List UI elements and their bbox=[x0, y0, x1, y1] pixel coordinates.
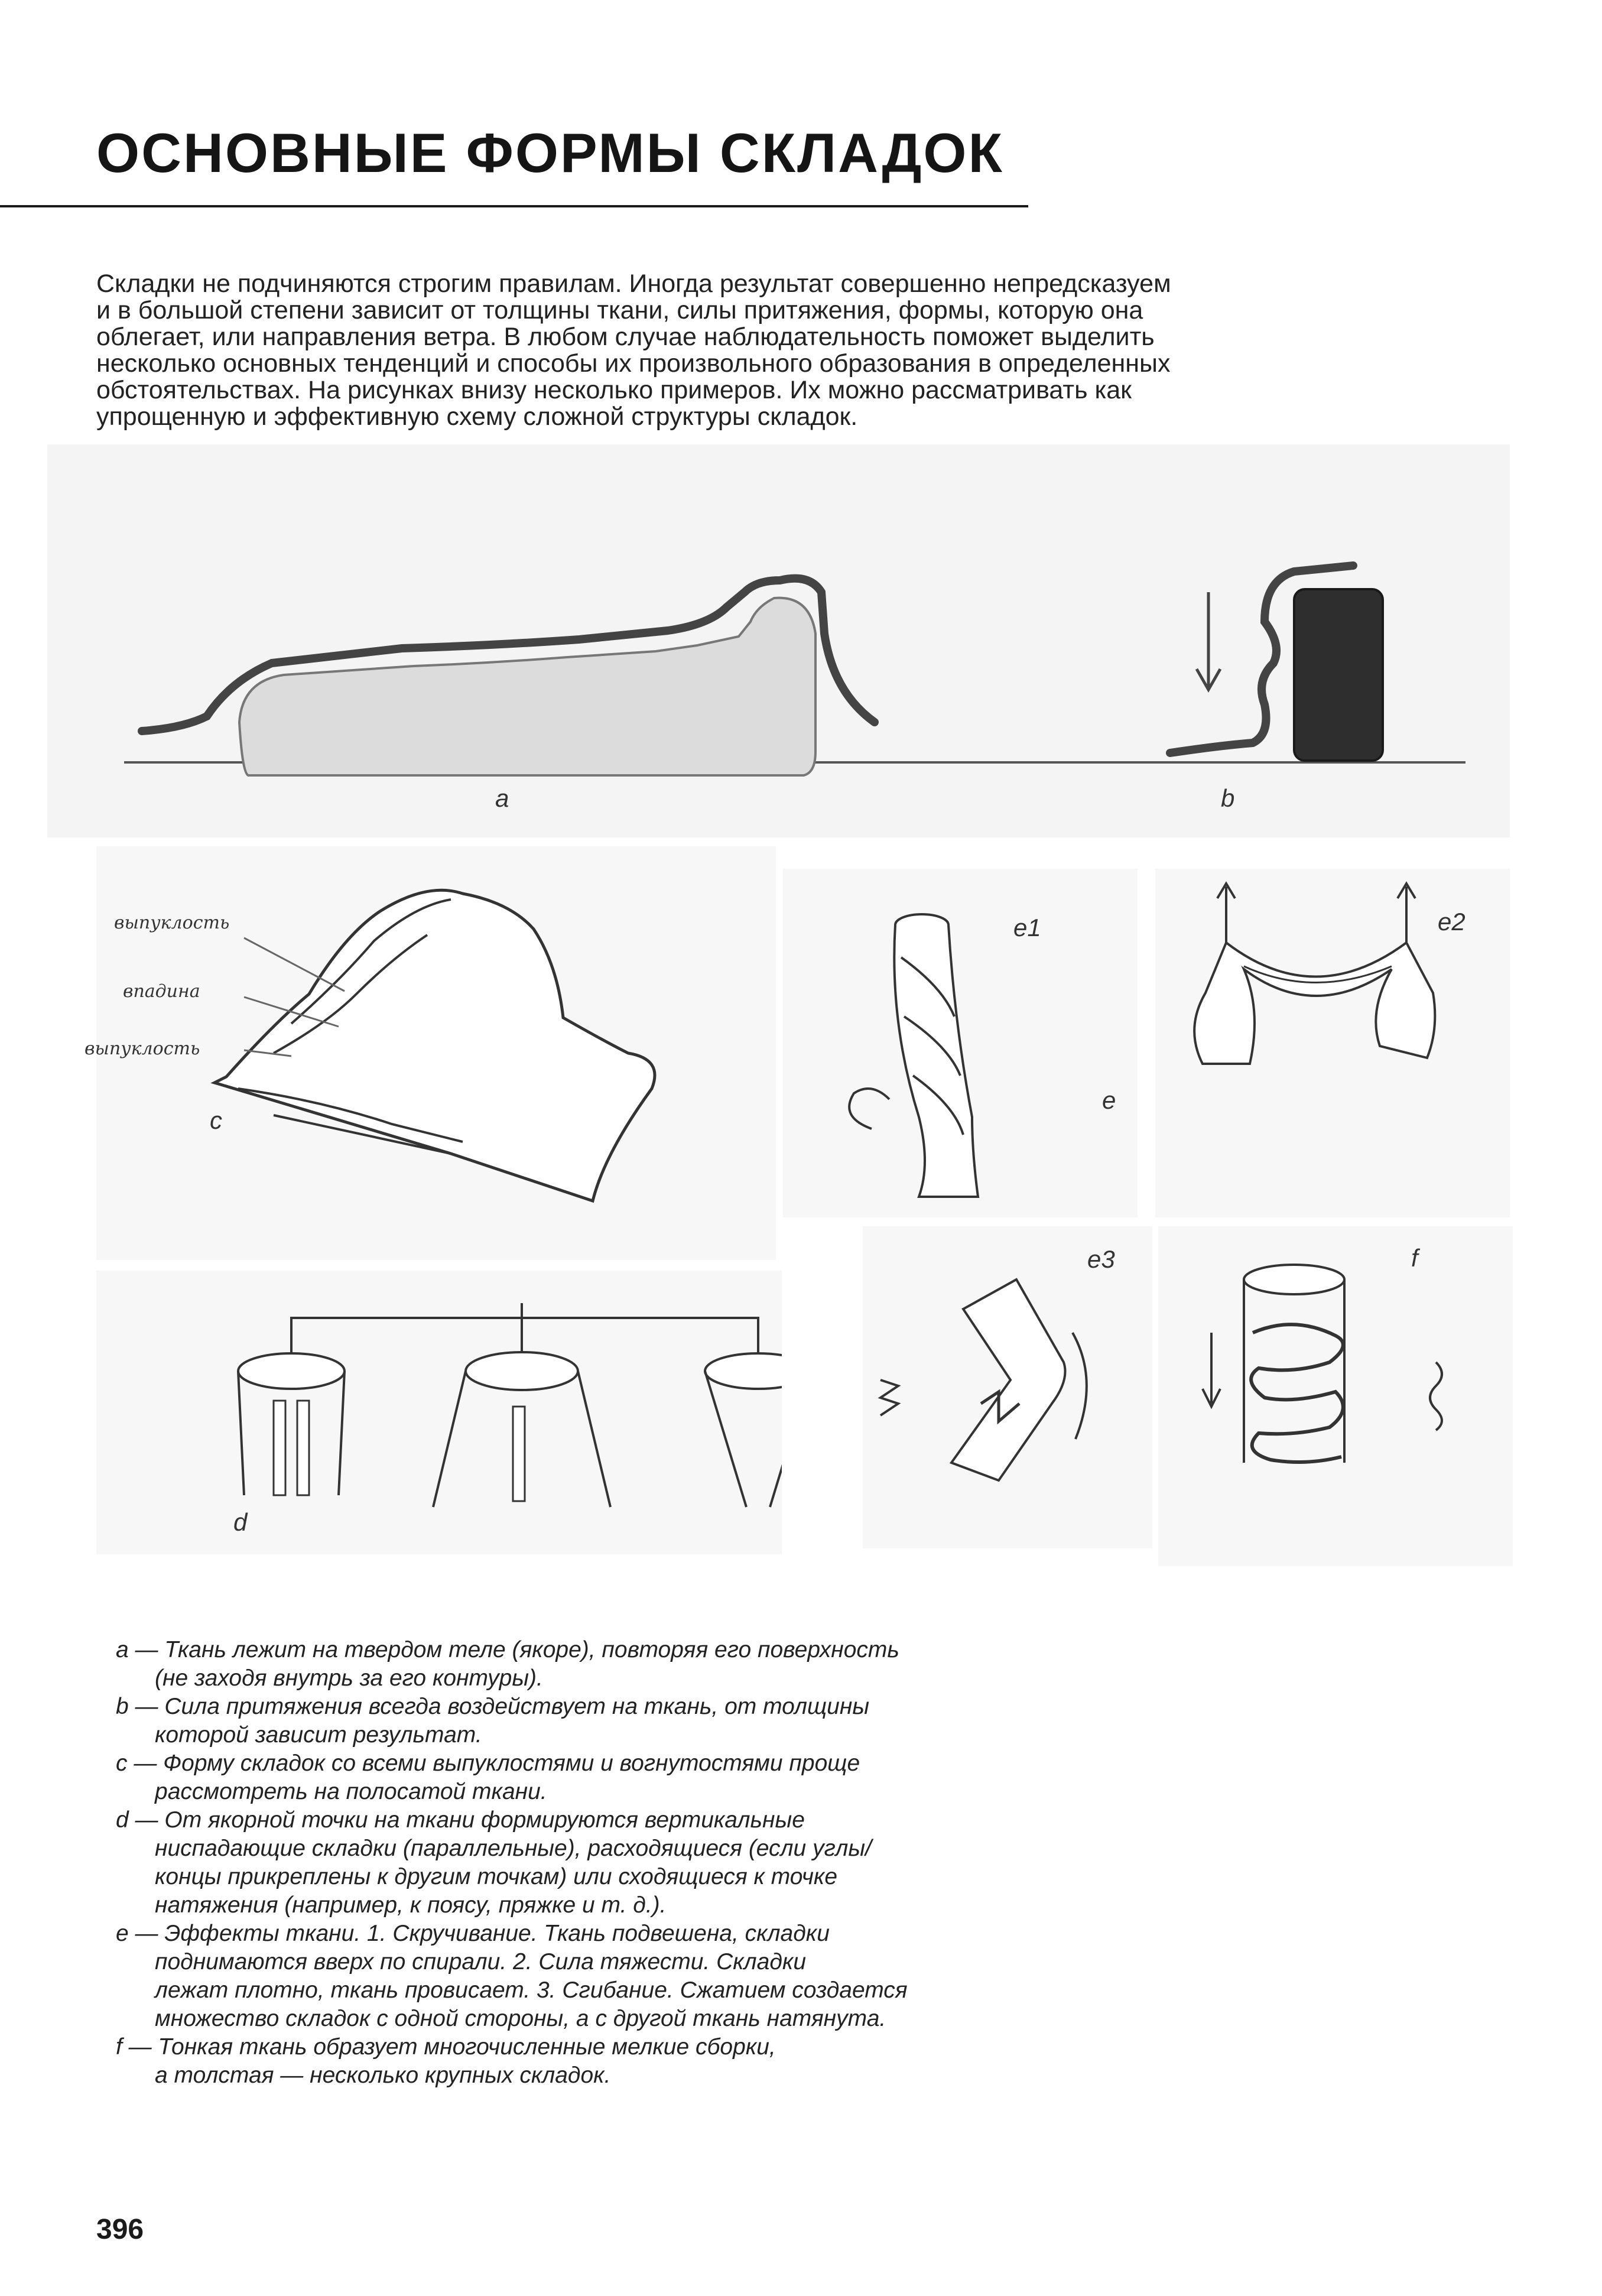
figure-e3-panel bbox=[863, 1226, 1152, 1548]
caption-cont: (не заходя внутрь за его контуры). bbox=[155, 1665, 543, 1691]
figure-e3-drawing bbox=[863, 1226, 1152, 1548]
caption-d bbox=[116, 1806, 990, 1920]
stool-converging bbox=[705, 1353, 782, 1507]
caption-e bbox=[116, 1920, 990, 2033]
intro-line: Складки не подчиняются строгим правилам. Иногда результат совершенно непредсказуем bbox=[96, 269, 1171, 298]
page-number: 396 bbox=[96, 2214, 144, 2245]
figure-label-e2: e2 bbox=[1438, 908, 1465, 936]
figure-label-b: b bbox=[1221, 784, 1235, 812]
caption-cont: поднимаются вверх по спирали. 2. Сила тяжести. Складки bbox=[155, 1949, 807, 1975]
stool-parallel bbox=[238, 1353, 345, 1495]
caption-c bbox=[116, 1749, 990, 1806]
figure-ab-panel bbox=[47, 444, 1510, 837]
note-convex-top: выпуклость bbox=[114, 912, 230, 933]
note-convex-bottom: выпуклость bbox=[85, 1038, 200, 1059]
caption-head: a — Ткань лежит на твердом теле (якоре), повторяя его поверхность bbox=[116, 1637, 899, 1662]
caption-f bbox=[116, 2033, 990, 2090]
anchor-block-b bbox=[1294, 589, 1383, 761]
gathered-folds bbox=[1251, 1324, 1343, 1462]
tension-curve bbox=[1073, 1333, 1087, 1439]
anchor-block-a bbox=[239, 598, 815, 775]
caption-head: c — Форму складок со всеми выпуклостями и вогнутостями проще bbox=[116, 1751, 860, 1776]
figure-label-e: e bbox=[1102, 1086, 1116, 1114]
caption-cont: лежат плотно, ткань провисает. 3. Сгибание. Сжатием создается bbox=[155, 1977, 908, 2003]
caption-cont: которой зависит результат. bbox=[155, 1722, 482, 1748]
figure-e1-drawing bbox=[783, 869, 1138, 1217]
figure-e2-panel bbox=[1155, 869, 1510, 1217]
striped-cloth bbox=[215, 890, 655, 1201]
caption-a bbox=[116, 1636, 990, 1693]
cylinder-top bbox=[1244, 1265, 1344, 1294]
caption-head: d — От якорной точки на ткани формируются вертикальные bbox=[116, 1807, 805, 1833]
figure-c-panel bbox=[85, 846, 776, 1260]
caption-head: b — Сила притяжения всегда воздействует на ткань, от толщины bbox=[116, 1694, 870, 1719]
page-title: ОСНОВНЫЕ ФОРМЫ СКЛАДОК bbox=[96, 122, 1004, 184]
figure-label-f: f bbox=[1411, 1244, 1418, 1272]
caption-head: e — Эффекты ткани. 1. Скручивание. Ткань подвешена, складки bbox=[116, 1921, 830, 1946]
caption-head: f — Тонкая ткань образует многочисленные мелкие сборки, bbox=[116, 2034, 776, 2060]
figure-ab-drawing bbox=[47, 444, 1510, 837]
hanging-cloth bbox=[1194, 943, 1435, 1064]
caption-cont: множество складок с одной стороны, а с другой ткань натянута. bbox=[155, 2006, 886, 2031]
figure-f-panel bbox=[1158, 1226, 1513, 1566]
twist-arrow bbox=[849, 1089, 889, 1129]
figure-d-panel bbox=[96, 1271, 782, 1554]
figure-d-drawing bbox=[96, 1271, 782, 1554]
note-hollow: впадина bbox=[123, 981, 200, 1002]
intro-line: несколько основных тенденций и способы их произвольного образования в определенных bbox=[96, 349, 1171, 378]
small-wave-f bbox=[1430, 1362, 1442, 1430]
twist-column bbox=[894, 925, 978, 1197]
caption-cont: а толстая — несколько крупных складок. bbox=[155, 2063, 611, 2088]
figure-label-c: c bbox=[210, 1106, 222, 1134]
caption-cont: концы прикреплены к другим точкам) или сходящиеся к точке bbox=[155, 1864, 838, 1889]
caption-cont: натяжения (например, к поясу, пряжке и т. д.). bbox=[155, 1892, 667, 1918]
figure-label-a: a bbox=[495, 784, 509, 812]
figure-e1-panel bbox=[783, 869, 1138, 1217]
figure-f-drawing bbox=[1158, 1226, 1513, 1566]
title-rule bbox=[0, 205, 1028, 207]
figure-label-e1: e1 bbox=[1013, 914, 1041, 941]
figure-label-d: d bbox=[233, 1508, 248, 1536]
caption-b bbox=[116, 1693, 990, 1749]
bent-tube bbox=[951, 1279, 1065, 1480]
side-zigzag bbox=[880, 1380, 898, 1415]
intro-line: и в большой степени зависит от толщины ткани, силы притяжения, формы, которую она bbox=[96, 296, 1143, 324]
intro-line: упрощенную и эффективную схему сложной структуры складок. bbox=[96, 402, 858, 431]
caption-list bbox=[116, 1636, 990, 2090]
stool-diverging bbox=[433, 1352, 610, 1507]
intro-line: облегает, или направления ветра. В любом случае наблюдательность поможет выделить bbox=[96, 323, 1155, 351]
figure-label-e3: e3 bbox=[1087, 1245, 1115, 1273]
caption-cont: ниспадающие складки (параллельные), расходящиеся (если углы/ bbox=[155, 1836, 872, 1861]
caption-cont: рассмотреть на полосатой ткани. bbox=[155, 1779, 547, 1804]
intro-line: обстоятельствах. На рисунках внизу несколько примеров. Их можно рассматривать как bbox=[96, 376, 1132, 404]
intro-paragraph bbox=[96, 271, 1349, 430]
